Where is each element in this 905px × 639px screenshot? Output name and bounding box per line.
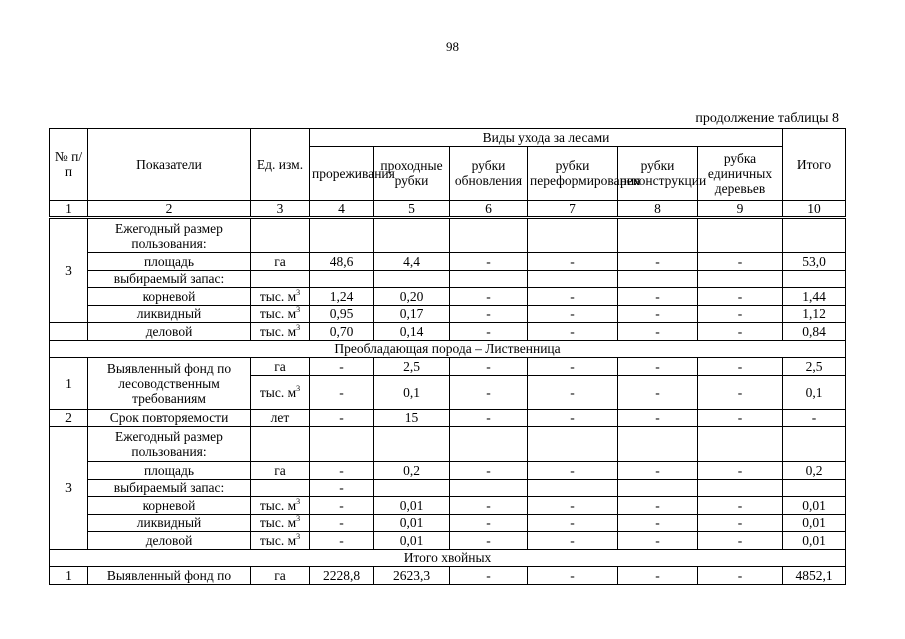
section-row bbox=[50, 340, 846, 358]
row-label: корневой bbox=[88, 497, 251, 515]
total-cell: 1,12 bbox=[783, 305, 846, 323]
total-cell: 0,2 bbox=[783, 462, 846, 480]
header-indicators: Показатели bbox=[88, 129, 251, 201]
total-cell: 0,01 bbox=[783, 532, 846, 550]
value-cell: - bbox=[618, 288, 698, 306]
value-cell: - bbox=[698, 253, 783, 271]
unit-cell: лет bbox=[251, 409, 310, 427]
value-cell: - bbox=[450, 409, 528, 427]
table-row bbox=[50, 479, 846, 497]
value-cell: - bbox=[618, 462, 698, 480]
unit-cell: тыс. $м^3$ bbox=[251, 305, 310, 323]
value-cell: 15 bbox=[374, 409, 450, 427]
value-cell: - bbox=[698, 323, 783, 341]
unit-cell: тыс. $м^3$ bbox=[251, 288, 310, 306]
table-row bbox=[50, 305, 846, 323]
row-num: 3 bbox=[50, 218, 88, 323]
table-row bbox=[50, 253, 846, 271]
table-row bbox=[50, 288, 846, 306]
value-cell: - bbox=[528, 567, 618, 585]
header-col: рубки переформирования bbox=[528, 146, 618, 200]
row-num: 2 bbox=[50, 409, 88, 427]
total-cell: - bbox=[783, 409, 846, 427]
value-cell: - bbox=[698, 532, 783, 550]
header-unit: Ед. изм. bbox=[251, 129, 310, 201]
unit-cell: тыс. $м^3$ bbox=[251, 532, 310, 550]
col-number: 6 bbox=[450, 200, 528, 218]
unit-cell: тыс. $м^3$ bbox=[251, 514, 310, 532]
table-row bbox=[50, 358, 846, 376]
row-label: ликвидный bbox=[88, 514, 251, 532]
header-group: Виды ухода за лесами bbox=[310, 129, 783, 147]
table-row bbox=[50, 497, 846, 515]
value-cell: - bbox=[450, 375, 528, 409]
value-cell: 0,01 bbox=[374, 532, 450, 550]
col-number: 10 bbox=[783, 200, 846, 218]
row-label: площадь bbox=[88, 253, 251, 271]
value-cell: - bbox=[310, 358, 374, 376]
header-col: проходные рубки bbox=[374, 146, 450, 200]
value-cell: - bbox=[450, 253, 528, 271]
total-cell: 2,5 bbox=[783, 358, 846, 376]
value-cell: - bbox=[698, 305, 783, 323]
value-cell: - bbox=[310, 497, 374, 515]
table-row bbox=[50, 218, 846, 236]
section-row bbox=[50, 549, 846, 567]
table-row bbox=[50, 270, 846, 288]
col-number: 2 bbox=[88, 200, 251, 218]
value-cell: - bbox=[528, 409, 618, 427]
value-cell: - bbox=[528, 514, 618, 532]
value-cell: 0,17 bbox=[374, 305, 450, 323]
value-cell: - bbox=[310, 479, 374, 497]
row-num: 3 bbox=[50, 427, 88, 550]
section-title: Преобладающая порода – Лиственница bbox=[50, 340, 846, 358]
page-number: 98 bbox=[446, 39, 459, 54]
row-label: ликвидный bbox=[88, 305, 251, 323]
value-cell: - bbox=[528, 497, 618, 515]
value-cell: - bbox=[618, 567, 698, 585]
value-cell: - bbox=[310, 409, 374, 427]
row-label: корневой bbox=[88, 288, 251, 306]
total-cell: 1,44 bbox=[783, 288, 846, 306]
value-cell: - bbox=[528, 288, 618, 306]
value-cell: - bbox=[528, 305, 618, 323]
header-col: рубки обновления bbox=[450, 146, 528, 200]
value-cell: - bbox=[698, 288, 783, 306]
value-cell: - bbox=[450, 514, 528, 532]
row-title: Ежегодный размер пользования: bbox=[88, 427, 251, 462]
header-row bbox=[50, 129, 846, 147]
col-number: 5 bbox=[374, 200, 450, 218]
header-col: рубки реконструкции bbox=[618, 146, 698, 200]
value-cell: - bbox=[310, 532, 374, 550]
value-cell: - bbox=[450, 497, 528, 515]
value-cell: - bbox=[450, 532, 528, 550]
unit-cell: тыс. $м^3$ bbox=[251, 497, 310, 515]
value-cell: 4,4 bbox=[374, 253, 450, 271]
total-cell: 0,01 bbox=[783, 497, 846, 515]
value-cell: - bbox=[618, 358, 698, 376]
value-cell: - bbox=[618, 532, 698, 550]
value-cell: - bbox=[450, 288, 528, 306]
value-cell: 0,01 bbox=[374, 514, 450, 532]
col-number: 1 bbox=[50, 200, 88, 218]
row-num: 1 bbox=[50, 358, 88, 410]
value-cell: - bbox=[618, 497, 698, 515]
header-total: Итого bbox=[783, 129, 846, 201]
row-title: Ежегодный размер пользования: bbox=[88, 218, 251, 253]
column-number-row bbox=[50, 200, 846, 218]
value-cell: 1,24 bbox=[310, 288, 374, 306]
value-cell: - bbox=[618, 305, 698, 323]
value-cell: - bbox=[528, 532, 618, 550]
value-cell: - bbox=[450, 462, 528, 480]
table-row bbox=[50, 514, 846, 532]
value-cell: - bbox=[528, 462, 618, 480]
value-cell: - bbox=[450, 358, 528, 376]
value-cell: - bbox=[450, 305, 528, 323]
value-cell: - bbox=[310, 514, 374, 532]
value-cell: - bbox=[618, 514, 698, 532]
unit-cell: га bbox=[251, 567, 310, 585]
value-cell: - bbox=[450, 323, 528, 341]
value-cell: - bbox=[450, 567, 528, 585]
row-label: деловой bbox=[88, 532, 251, 550]
value-cell: 48,6 bbox=[310, 253, 374, 271]
row-label: деловой bbox=[88, 323, 251, 341]
value-cell: - bbox=[528, 375, 618, 409]
table-row bbox=[50, 567, 846, 585]
value-cell: - bbox=[698, 497, 783, 515]
value-cell: - bbox=[528, 253, 618, 271]
col-number: 7 bbox=[528, 200, 618, 218]
value-cell: - bbox=[528, 358, 618, 376]
value-cell: 0,01 bbox=[374, 497, 450, 515]
table-row bbox=[50, 462, 846, 480]
section-title: Итого хвойных bbox=[50, 549, 846, 567]
forest-care-table bbox=[49, 128, 846, 585]
value-cell: - bbox=[618, 375, 698, 409]
header-col: рубка единичных деревьев bbox=[698, 146, 783, 200]
value-cell: - bbox=[310, 462, 374, 480]
value-cell: 0,95 bbox=[310, 305, 374, 323]
col-number: 8 bbox=[618, 200, 698, 218]
table-row bbox=[50, 409, 846, 427]
value-cell: 2228,8 bbox=[310, 567, 374, 585]
unit-cell: га bbox=[251, 462, 310, 480]
value-cell: - bbox=[698, 358, 783, 376]
value-cell: - bbox=[618, 253, 698, 271]
table-row bbox=[50, 427, 846, 445]
header-num: № п/п bbox=[50, 129, 88, 201]
col-number: 9 bbox=[698, 200, 783, 218]
table-row bbox=[50, 323, 846, 341]
row-num: 1 bbox=[50, 567, 88, 585]
unit-cell: тыс. $м^3$ bbox=[251, 323, 310, 341]
row-title: Выявленный фонд по bbox=[88, 567, 251, 585]
value-cell: 2,5 bbox=[374, 358, 450, 376]
value-cell: - bbox=[618, 323, 698, 341]
value-cell: - bbox=[698, 462, 783, 480]
value-cell: 2623,3 bbox=[374, 567, 450, 585]
value-cell: 0,1 bbox=[374, 375, 450, 409]
row-label: площадь bbox=[88, 462, 251, 480]
total-cell: 0,01 bbox=[783, 514, 846, 532]
value-cell: - bbox=[618, 409, 698, 427]
unit-cell: тыс. $м^3$ bbox=[251, 375, 310, 409]
total-cell: 4852,1 bbox=[783, 567, 846, 585]
row-title: Срок повторяемости bbox=[88, 409, 251, 427]
unit-cell: га bbox=[251, 253, 310, 271]
col-number: 4 bbox=[310, 200, 374, 218]
value-cell: - bbox=[698, 567, 783, 585]
value-cell: - bbox=[698, 409, 783, 427]
table-row bbox=[50, 532, 846, 550]
unit-cell: га bbox=[251, 358, 310, 376]
value-cell: - bbox=[698, 375, 783, 409]
value-cell: 0,70 bbox=[310, 323, 374, 341]
table-caption: продолжение таблицы 8 bbox=[695, 111, 839, 126]
value-cell: - bbox=[528, 323, 618, 341]
total-cell: 53,0 bbox=[783, 253, 846, 271]
row-label: выбираемый запас: bbox=[88, 479, 251, 497]
total-cell: 0,1 bbox=[783, 375, 846, 409]
header-col: прореживания bbox=[310, 146, 374, 200]
value-cell: 0,20 bbox=[374, 288, 450, 306]
value-cell: - bbox=[698, 514, 783, 532]
value-cell: 0,2 bbox=[374, 462, 450, 480]
value-cell: - bbox=[310, 375, 374, 409]
row-label: выбираемый запас: bbox=[88, 270, 251, 288]
total-cell: 0,84 bbox=[783, 323, 846, 341]
col-number: 3 bbox=[251, 200, 310, 218]
row-title: Выявленный фонд по лесоводственным требованиям bbox=[88, 358, 251, 410]
value-cell: 0,14 bbox=[374, 323, 450, 341]
